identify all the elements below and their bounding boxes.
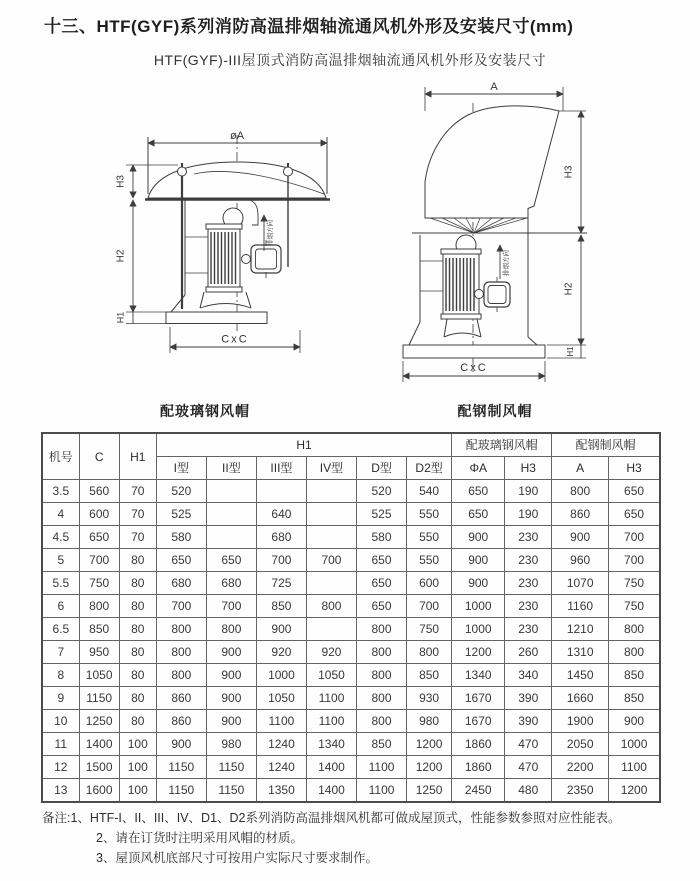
table-cell: 930 <box>407 687 452 710</box>
table-cell: 680 <box>156 572 206 595</box>
table-cell <box>306 480 356 503</box>
table-row <box>42 664 660 687</box>
table-cell: 1150 <box>206 756 256 779</box>
table-cell: 650 <box>156 549 206 572</box>
table-cell: 1100 <box>306 687 356 710</box>
table-cell: 520 <box>357 480 407 503</box>
table-cell: 900 <box>256 618 306 641</box>
table-cell: 650 <box>609 503 660 526</box>
table-row <box>42 526 660 549</box>
table-cell: 680 <box>256 526 306 549</box>
airflow-label: 排烟方向 <box>503 250 510 276</box>
table-cell: 1150 <box>156 779 206 803</box>
table-cell: 900 <box>452 526 505 549</box>
note-line-1 <box>42 808 672 828</box>
dim-label-h3: H3 <box>115 175 127 188</box>
bolt <box>284 167 293 176</box>
table-cell: 1500 <box>79 756 119 779</box>
col-header-frp-h3: H3 <box>505 457 552 480</box>
shaft-connector <box>475 290 484 299</box>
table-cell: 900 <box>552 526 609 549</box>
table-cell: 1000 <box>452 595 505 618</box>
table-cell: 1400 <box>306 779 356 803</box>
table-cell: 700 <box>79 549 119 572</box>
dim-label-cxc: CxC <box>221 333 249 346</box>
table-cell: 850 <box>609 687 660 710</box>
motor <box>441 249 481 254</box>
table-cell: 800 <box>156 618 206 641</box>
table-cell: 980 <box>407 710 452 733</box>
table-row <box>42 595 660 618</box>
steel-cap <box>425 106 559 218</box>
notes-prefix: 备注: <box>42 811 71 825</box>
table-cell: 1150 <box>156 756 206 779</box>
table-cell: 100 <box>119 779 156 803</box>
table-cell: 230 <box>505 526 552 549</box>
table-cell: 850 <box>357 733 407 756</box>
table-cell: 5 <box>42 549 79 572</box>
left-fan-diagram <box>126 135 330 353</box>
table-cell: 1050 <box>306 664 356 687</box>
table-cell: 600 <box>79 503 119 526</box>
table-cell: 390 <box>505 710 552 733</box>
table-cell: 650 <box>357 549 407 572</box>
table-cell: 1070 <box>552 572 609 595</box>
col-header-type-ii: II型 <box>206 457 256 480</box>
dim-label-oa: øA <box>229 130 245 142</box>
table-cell <box>206 503 256 526</box>
table-cell: 900 <box>452 572 505 595</box>
table-cell: 850 <box>407 664 452 687</box>
table-cell: 80 <box>119 572 156 595</box>
table-cell: 750 <box>609 572 660 595</box>
dim-label-h1: H1 <box>566 346 575 357</box>
table-cell: 800 <box>357 687 407 710</box>
bolt <box>178 167 187 176</box>
motor <box>206 224 242 229</box>
header-row-1 <box>42 433 660 457</box>
base-plate <box>403 345 545 358</box>
table-cell: 1660 <box>552 687 609 710</box>
table-cell: 650 <box>206 549 256 572</box>
dim-label-h1: H1 <box>115 311 126 324</box>
table-cell: 550 <box>407 503 452 526</box>
table-cell: 860 <box>156 687 206 710</box>
table-row <box>42 779 660 803</box>
table-cell: 800 <box>552 480 609 503</box>
table-cell: 4 <box>42 503 79 526</box>
table-cell: 1000 <box>452 618 505 641</box>
table-cell: 1250 <box>79 710 119 733</box>
col-group-steel-cap: 配钢制风帽 <box>552 433 660 457</box>
table-cell: 650 <box>357 572 407 595</box>
table-cell: 1050 <box>256 687 306 710</box>
table-cell: 800 <box>609 641 660 664</box>
table-cell: 80 <box>119 641 156 664</box>
table-cell: 13 <box>42 779 79 803</box>
table-cell: 70 <box>119 480 156 503</box>
table-row <box>42 687 660 710</box>
table-cell: 260 <box>505 641 552 664</box>
table-cell: 900 <box>452 549 505 572</box>
table-cell: 230 <box>505 572 552 595</box>
table-cell: 80 <box>119 618 156 641</box>
shaft-connector <box>242 255 251 264</box>
table-cell: 70 <box>119 503 156 526</box>
table-cell: 650 <box>357 595 407 618</box>
table-cell: 1150 <box>206 779 256 803</box>
table-cell: 920 <box>256 641 306 664</box>
table-cell: 700 <box>609 526 660 549</box>
table-cell: 950 <box>79 641 119 664</box>
col-header-phi-a: ΦA <box>452 457 505 480</box>
table-cell: 230 <box>505 595 552 618</box>
table-cell: 190 <box>505 503 552 526</box>
table-cell: 2050 <box>552 733 609 756</box>
table-cell: 900 <box>206 687 256 710</box>
table-cell: 750 <box>609 595 660 618</box>
table-cell: 850 <box>609 664 660 687</box>
table-cell: 700 <box>306 549 356 572</box>
table-cell: 80 <box>119 595 156 618</box>
table-cell: 1210 <box>552 618 609 641</box>
table-cell: 1900 <box>552 710 609 733</box>
table-cell: 9 <box>42 687 79 710</box>
note-line-3: 3、屋顶风机底部尺寸可按用户实际尺寸要求制作。 <box>96 851 378 865</box>
table-cell: 980 <box>206 733 256 756</box>
table-cell: 525 <box>357 503 407 526</box>
table-cell: 1670 <box>452 687 505 710</box>
table-cell: 850 <box>79 618 119 641</box>
table-row <box>42 503 660 526</box>
table-cell: 1200 <box>407 733 452 756</box>
table-cell: 390 <box>505 687 552 710</box>
table-cell: 1240 <box>256 733 306 756</box>
dim-label-h2: H2 <box>115 249 127 263</box>
table-cell: 12 <box>42 756 79 779</box>
table-cell: 190 <box>505 480 552 503</box>
table-cell: 7 <box>42 641 79 664</box>
table-cell: 525 <box>156 503 206 526</box>
table-cell: 470 <box>505 756 552 779</box>
table-cell: 1050 <box>79 664 119 687</box>
table-cell: 580 <box>156 526 206 549</box>
table-cell: 230 <box>505 618 552 641</box>
col-header-jihao: 机号 <box>42 433 79 480</box>
table-cell: 80 <box>119 664 156 687</box>
table-cell: 1150 <box>79 687 119 710</box>
table-cell: 920 <box>306 641 356 664</box>
table-cell: 800 <box>357 664 407 687</box>
table-cell: 800 <box>156 664 206 687</box>
dimensions-table <box>41 432 661 803</box>
table-cell: 100 <box>119 733 156 756</box>
table-cell: 860 <box>552 503 609 526</box>
table-cell <box>256 480 306 503</box>
table-cell: 4.5 <box>42 526 79 549</box>
table-cell <box>306 618 356 641</box>
table-cell: 1160 <box>552 595 609 618</box>
table-cell: 2350 <box>552 779 609 803</box>
table-cell <box>306 526 356 549</box>
table-cell: 6 <box>42 595 79 618</box>
dim-label-cxc: CxC <box>460 362 488 374</box>
table-cell: 800 <box>357 710 407 733</box>
table-cell: 1100 <box>256 710 306 733</box>
table-cell: 1400 <box>306 756 356 779</box>
fan-outline-drawings <box>0 75 700 405</box>
note-line-2: 2、请在订货时注明采用风帽的材质。 <box>96 831 303 845</box>
table-cell: 650 <box>609 480 660 503</box>
table-cell: 640 <box>256 503 306 526</box>
table-cell: 580 <box>357 526 407 549</box>
table-cell: 2450 <box>452 779 505 803</box>
table-cell: 1000 <box>256 664 306 687</box>
base-plate <box>166 312 267 324</box>
table-cell: 1350 <box>256 779 306 803</box>
table-cell: 800 <box>609 618 660 641</box>
table-cell: 750 <box>79 572 119 595</box>
section-subtitle: HTF(GYF)-III屋顶式消防高温排烟轴流通风机外形及安装尺寸 <box>153 52 547 68</box>
table-cell: 900 <box>206 710 256 733</box>
table-cell <box>306 572 356 595</box>
table-cell: 1860 <box>452 733 505 756</box>
table-cell: 1100 <box>609 756 660 779</box>
table-cell: 80 <box>119 549 156 572</box>
table-row <box>42 641 660 664</box>
col-header-type-d: D型 <box>357 457 407 480</box>
col-header-steel-h3: H3 <box>609 457 660 480</box>
table-cell: 100 <box>119 756 156 779</box>
table-cell: 5.5 <box>42 572 79 595</box>
table-cell: 1340 <box>306 733 356 756</box>
notes <box>42 808 672 868</box>
table-cell: 550 <box>407 549 452 572</box>
right-fan-diagram <box>403 87 587 382</box>
table-cell: 230 <box>505 549 552 572</box>
table-row <box>42 756 660 779</box>
table-cell: 1450 <box>552 664 609 687</box>
table-cell: 650 <box>79 526 119 549</box>
page-title: 十三、HTF(GYF)系列消防高温排烟轴流通风机外形及安装尺寸(mm) <box>44 17 574 36</box>
table-cell: 800 <box>407 641 452 664</box>
table-body <box>42 480 660 803</box>
table-cell: 700 <box>256 549 306 572</box>
table-cell <box>206 526 256 549</box>
col-header-c: C <box>79 433 119 480</box>
table-cell: 1100 <box>357 756 407 779</box>
dim-label-h2: H2 <box>563 282 575 296</box>
airflow-label: 排烟方向 <box>267 220 274 246</box>
table-cell: 800 <box>306 595 356 618</box>
table-cell: 10 <box>42 710 79 733</box>
col-header-type-d2: D2型 <box>407 457 452 480</box>
table-cell: 520 <box>156 480 206 503</box>
table-cell: 650 <box>452 503 505 526</box>
table-cell: 1250 <box>407 779 452 803</box>
table-row <box>42 549 660 572</box>
table-cell: 1310 <box>552 641 609 664</box>
table-cell: 1340 <box>452 664 505 687</box>
dim-label-a: A <box>490 81 498 93</box>
table-cell: 2200 <box>552 756 609 779</box>
table-cell: 700 <box>206 595 256 618</box>
table-cell: 8 <box>42 664 79 687</box>
table-cell: 900 <box>206 641 256 664</box>
right-diagram-caption: 配钢制风帽 <box>457 403 533 419</box>
note-text: 1、HTF-I、II、III、IV、D1、D2系列消防高温排烟风机都可做成屋顶式，性能参数参照对应性能表。 <box>70 811 621 825</box>
table-cell: 800 <box>357 641 407 664</box>
table-cell: 900 <box>206 664 256 687</box>
table-cell: 1000 <box>609 733 660 756</box>
table-cell: 1100 <box>306 710 356 733</box>
table-cell: 680 <box>206 572 256 595</box>
table-cell: 650 <box>452 480 505 503</box>
table-cell: 1200 <box>452 641 505 664</box>
table-cell: 725 <box>256 572 306 595</box>
left-diagram-caption: 配玻璃钢风帽 <box>160 403 250 419</box>
table-cell: 480 <box>505 779 552 803</box>
table-cell: 800 <box>79 595 119 618</box>
table-cell: 750 <box>407 618 452 641</box>
dim-label-h3: H3 <box>563 165 575 179</box>
col-group-frp-cap: 配玻璃钢风帽 <box>452 433 552 457</box>
table-cell: 3.5 <box>42 480 79 503</box>
table-cell: 800 <box>206 618 256 641</box>
table-cell: 6.5 <box>42 618 79 641</box>
table-cell <box>206 480 256 503</box>
col-header-type-i: I型 <box>156 457 206 480</box>
col-header-type-iv: IV型 <box>306 457 356 480</box>
table-row <box>42 480 660 503</box>
table-cell: 1100 <box>357 779 407 803</box>
table-cell: 1670 <box>452 710 505 733</box>
table-cell: 900 <box>609 710 660 733</box>
col-header-steel-a: A <box>552 457 609 480</box>
col-header-h1: H1 <box>119 433 156 480</box>
table-row <box>42 710 660 733</box>
col-header-type-iii: III型 <box>256 457 306 480</box>
table-cell: 550 <box>407 526 452 549</box>
table-cell: 700 <box>407 595 452 618</box>
table-cell: 470 <box>505 733 552 756</box>
table-cell: 700 <box>156 595 206 618</box>
table-cell: 1200 <box>609 779 660 803</box>
table-cell: 700 <box>609 549 660 572</box>
table-cell <box>306 503 356 526</box>
table-cell: 1240 <box>256 756 306 779</box>
dome-cap <box>148 162 326 198</box>
table-cell: 11 <box>42 733 79 756</box>
table-cell: 600 <box>407 572 452 595</box>
table-row <box>42 733 660 756</box>
table-cell: 340 <box>505 664 552 687</box>
table-cell: 1200 <box>407 756 452 779</box>
table-cell: 1400 <box>79 733 119 756</box>
table-row <box>42 618 660 641</box>
table-cell: 560 <box>79 480 119 503</box>
table-cell: 80 <box>119 687 156 710</box>
table-cell: 850 <box>256 595 306 618</box>
table-cell: 800 <box>156 641 206 664</box>
table-cell: 960 <box>552 549 609 572</box>
table-cell: 80 <box>119 710 156 733</box>
table-row <box>42 572 660 595</box>
table-cell: 800 <box>357 618 407 641</box>
table-cell: 860 <box>156 710 206 733</box>
table-cell: 900 <box>156 733 206 756</box>
table-cell: 70 <box>119 526 156 549</box>
table-cell: 1600 <box>79 779 119 803</box>
table-cell: 540 <box>407 480 452 503</box>
table-cell: 1860 <box>452 756 505 779</box>
col-group-h1: H1 <box>156 433 451 457</box>
